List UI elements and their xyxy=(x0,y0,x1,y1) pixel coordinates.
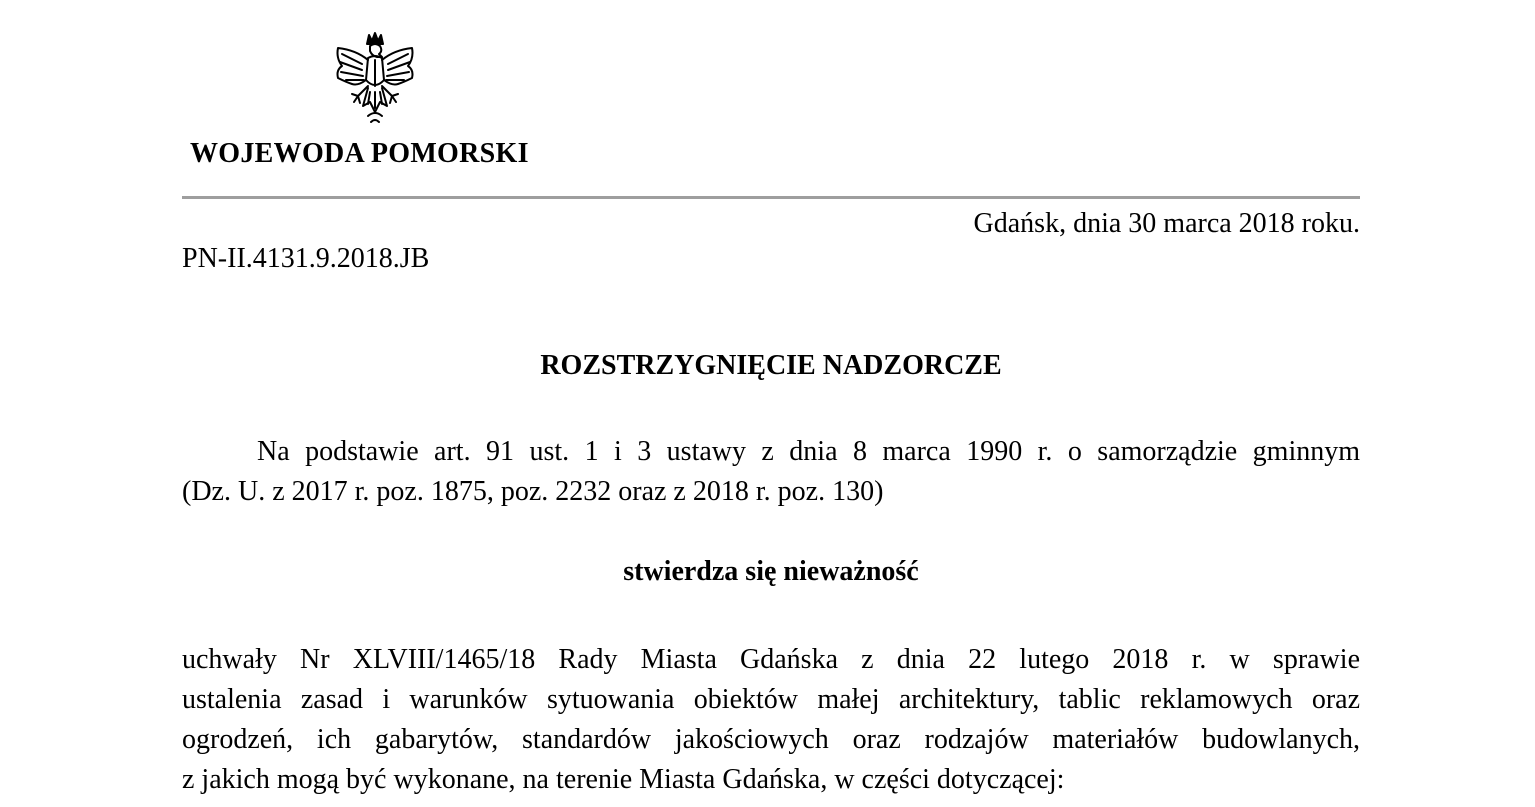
subject-line: z jakich mogą być wykonane, na terenie Miasta Gdańska, w części dotyczącej: xyxy=(182,764,1065,795)
legal-basis-line: (Dz. U. z 2017 r. poz. 1875, poz. 2232 oraz z 2018 r. poz. 130) xyxy=(182,476,884,507)
case-reference-number: PN-II.4131.9.2018.JB xyxy=(182,243,430,274)
legal-basis-line: Na podstawie art. 91 ust. 1 i 3 ustawy z dnia 8 marca 1990 r. o samorządzie gminnym xyxy=(257,436,1360,467)
place-and-date: Gdańsk, dnia 30 marca 2018 roku. xyxy=(973,208,1360,239)
polish-eagle-emblem-icon xyxy=(330,30,420,128)
header-divider xyxy=(182,196,1360,199)
document-title: ROZSTRZYGNIĘCIE NADZORCZE xyxy=(540,350,1002,381)
subject-line: ustalenia zasad i warunków sytuowania obiektów małej architektury, tablic reklamowych oraz xyxy=(182,684,1360,715)
subject-paragraph xyxy=(182,640,1360,800)
decision-statement: stwierdza się nieważność xyxy=(623,556,919,587)
subject-line: ogrodzeń, ich gabarytów, standardów jakościowych oraz rodzajów materiałów budowlanych, xyxy=(182,724,1360,755)
legal-basis-paragraph xyxy=(182,432,1360,512)
subject-line: uchwały Nr XLVIII/1465/18 Rady Miasta Gdańska z dnia 22 lutego 2018 r. w sprawie xyxy=(182,644,1360,675)
authority-name: WOJEWODA POMORSKI xyxy=(190,138,529,169)
